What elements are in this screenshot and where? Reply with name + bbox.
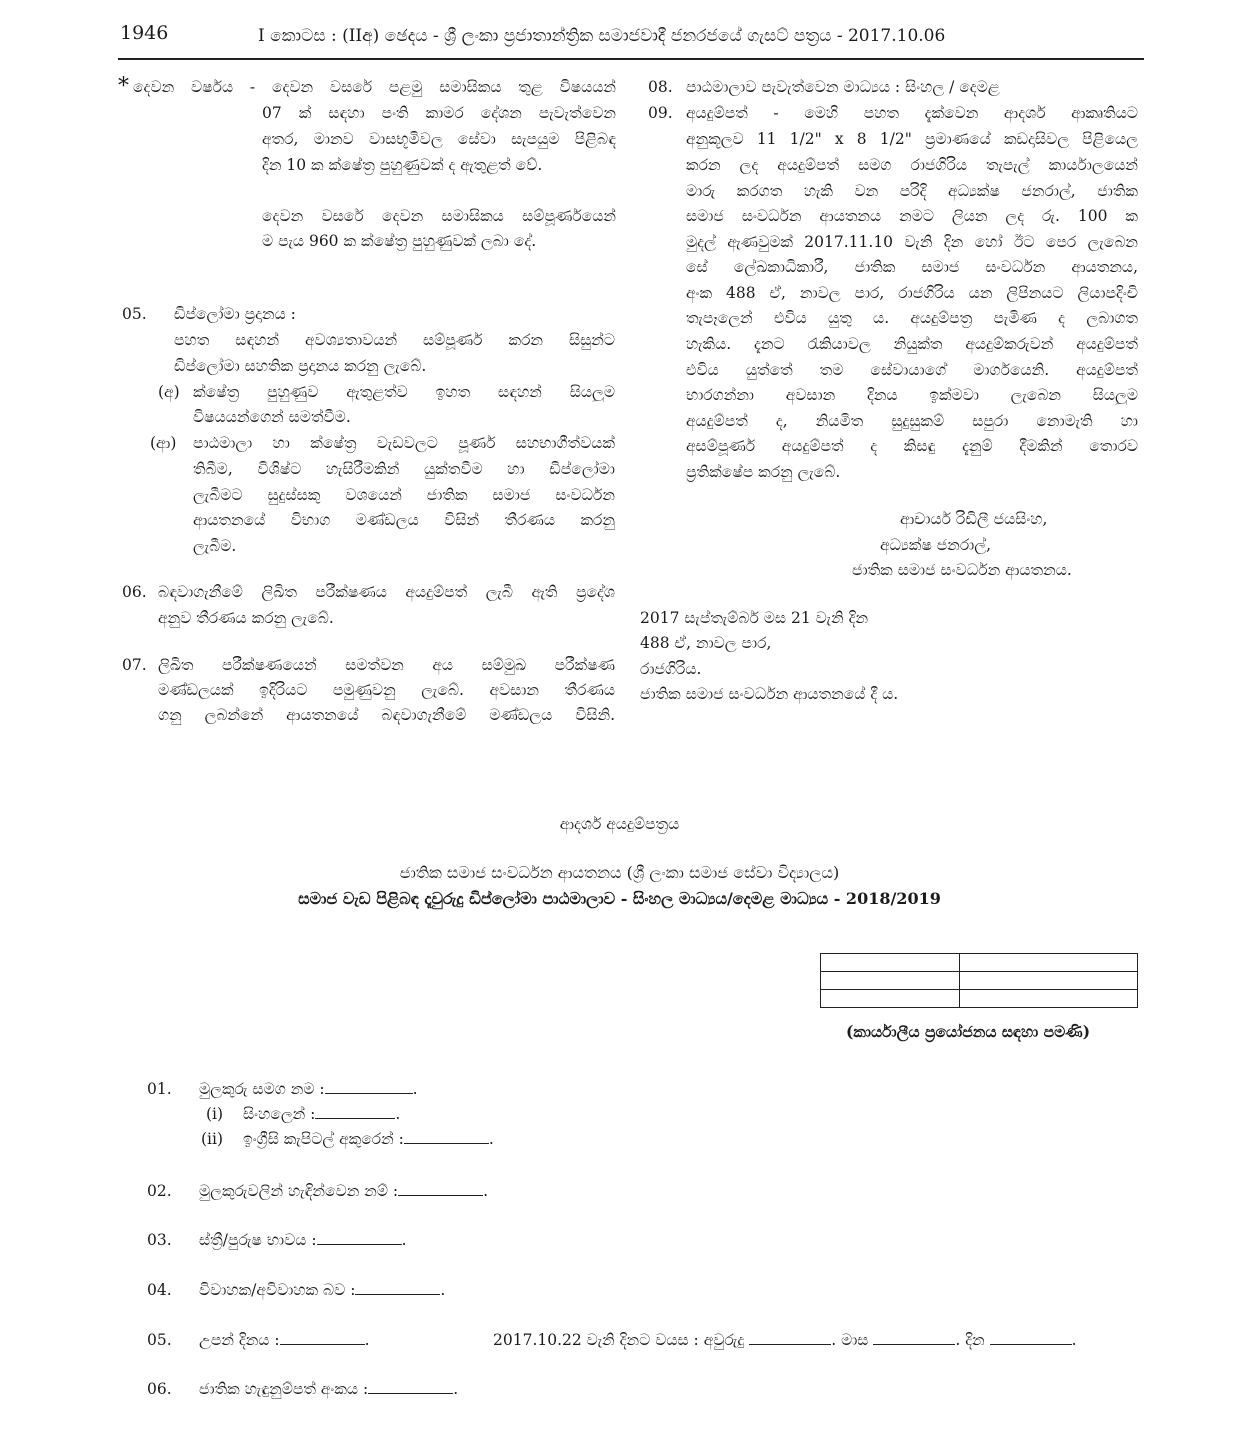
field-end-dot: .	[401, 1231, 407, 1249]
office-use-cell	[960, 972, 1138, 990]
field-gender	[199, 1231, 407, 1250]
field-label: ස්ත්‍රී/පුරුෂ භාවය :	[199, 1231, 317, 1249]
field-label: සිංහලෙන් :	[243, 1105, 316, 1123]
answer-blank[interactable]	[368, 1393, 453, 1394]
answer-blank[interactable]	[280, 1344, 365, 1345]
field-number: 02.	[147, 1182, 172, 1200]
item-line: ලිඛිත පරීක්ෂණයෙන් සමත්වන අය සම්මුඛ පරීක්ෂණ	[158, 656, 615, 674]
issuing-office: ජාතික සමාජ සංවර්ධන ආයතනයේ දී ය.	[640, 685, 899, 703]
office-use-note: (කාර්යාලීය ප්‍රයෝජනය සඳහා පමණි)	[846, 1022, 1091, 1041]
item-line: තිබීම, විශිෂ්ට හැසිරීමකින් යුක්තවීම හා ඩිප්ලෝමා	[193, 460, 615, 478]
field-number: 04.	[147, 1281, 172, 1299]
item-line: මාරු කරගත හැකි වන පරිදි අධ්‍යක්ෂ ජනරාල්, ජාතික	[686, 182, 1138, 200]
header-rule	[118, 58, 1144, 60]
field-label: 2017.10.22 වැනි දිනට වයස : අවුරුදු	[493, 1331, 745, 1349]
field-end-dot: .	[483, 1182, 489, 1200]
answer-blank[interactable]	[317, 1244, 402, 1245]
field-end-dot: .	[955, 1331, 961, 1349]
answer-blank[interactable]	[355, 1294, 440, 1295]
field-end-dot: .	[1071, 1331, 1077, 1349]
item-number: 05.	[122, 305, 147, 323]
item-line: ලැබීම.	[193, 537, 237, 555]
item-line: සමාජ සංවර්ධන ආයතනය නමට ලියන ලද රු. 100 ක	[686, 207, 1138, 225]
item-line: අංක 488 ඒ, නාවල පාර, රාජගිරිය යන ලිපිනයට ලියාපදිංචි	[686, 284, 1138, 302]
answer-blank-years[interactable]	[749, 1344, 831, 1345]
form-subheading: ජාතික සමාජ සංවර්ධන ආයතනය (ශ්‍රී ලංකා සමාජ සේවා විද්‍යාලය)	[399, 863, 840, 882]
item-line: සේ ලේඛකාධිකාරී, ජාතික සමාජ සංවර්ධන ආයතනය,	[686, 258, 1138, 276]
field-end-dot: .	[488, 1130, 494, 1148]
item-line: ආයතනයේ විභාග මණ්ඩලය විසින් තීරණය කරනු	[193, 511, 615, 529]
asterisk-marker: *	[118, 74, 129, 99]
field-label: මාස	[841, 1331, 869, 1349]
field-name-english-capitals	[243, 1130, 494, 1149]
field-label: මුලකුරුවලින් හැඳින්වෙන නම් :	[199, 1182, 399, 1200]
signatory-designation: අධ්‍යක්ෂ ජනරාල්,	[880, 536, 992, 554]
office-use-cell	[821, 990, 960, 1008]
field-label: උපන් දිනය :	[199, 1331, 280, 1349]
field-label: ඉංග්‍රීසි කැපිටල් අකුරෙන් :	[243, 1130, 404, 1148]
field-sub-label: (i)	[206, 1105, 224, 1123]
field-nic-number	[199, 1380, 458, 1399]
second-year-line: දෙවන වසරේ දෙවන සමාසිකය සම්පූර්ණයෙන්	[262, 207, 616, 225]
answer-blank[interactable]	[398, 1195, 483, 1196]
answer-blank[interactable]	[325, 1093, 413, 1094]
item-line: අනුව තීරණය කරනු ලැබේ.	[158, 609, 334, 627]
item-line: පහත සඳහන් අවශ්‍යතාවයන් සම්පූර්ණ කරන සිසුන්ට	[174, 331, 615, 349]
office-use-cell	[821, 972, 960, 990]
field-label: දින	[965, 1331, 985, 1349]
office-use-table	[820, 953, 1138, 1008]
signatory-name: ආචාර්ය රිඩිලී ජයසිංහ,	[900, 510, 1048, 528]
field-number: 05.	[147, 1331, 172, 1349]
field-names-by-initials	[199, 1182, 488, 1201]
item-line: හැකිය. දැනට රැකියාවල නියුක්ත අයදුම්කරුවන් අයදුම්පත්	[686, 335, 1138, 353]
sub-item-label: (අ)	[158, 383, 180, 401]
second-year-line: 07 ක් සඳහා පංති කාමර දේශන පැවැත්වෙන	[262, 104, 616, 122]
item-line: මුදල් ඇණවුමක් 2017.11.10 වැනි දින හෝ ඊට පෙර ලැබෙන	[686, 233, 1138, 251]
answer-blank-months[interactable]	[873, 1344, 955, 1345]
item-line: භාරගන්නා අවසාන දිනය ඉක්මවා ලැබෙන සියලුම	[686, 386, 1138, 404]
office-use-cell	[960, 954, 1138, 972]
item-line: ඩිප්ලෝමා සහතික ප්‍රදානය කරනු ලැබේ.	[174, 357, 427, 375]
second-year-line: අතර, මානව වාසභූමිවල සේවා සැපයුම පිළිබඳ	[262, 130, 616, 148]
item-title: ඩිප්ලෝමා ප්‍රදානය :	[174, 305, 296, 323]
field-label: විවාහක/අවිවාහක බව :	[199, 1281, 356, 1299]
office-use-cell	[960, 990, 1138, 1008]
field-name-sinhala	[243, 1105, 400, 1124]
form-subheading: සමාජ වැඩ පිළිබඳ දෑවුරුදු ඩිප්ලෝමා පාඨමාලාව - සිංහල මාධ්‍යය/දෙමළ මාධ්‍යය - 2018/2019	[298, 889, 941, 908]
item-line: ප්‍රතික්ෂේප කරනු ලැබේ.	[686, 463, 841, 481]
field-number: 06.	[147, 1380, 172, 1398]
item-line: පාඨමාලා හා ක්ෂේත්‍ර වැඩවලට පූර්ණ සහභාගීත්වයක්	[193, 434, 615, 452]
field-end-dot: .	[395, 1105, 401, 1123]
field-end-dot: .	[364, 1331, 370, 1349]
second-year-line: දින 10 ක ක්ෂේත්‍ර පුහුණුවක් ද ඇතුළත් වේ.	[262, 156, 543, 174]
sub-item-label: (ආ)	[150, 434, 177, 452]
item-line: අනුකූලව 11 1/2" x 8 1/2" ප්‍රමාණයේ කඩදාසිවල පිළියෙල	[686, 130, 1138, 148]
item-line: එවිය යුත්තේ තම සේවායාගේ මාර්ගයෙනි. අයදුම්පත්	[686, 361, 1138, 379]
item-line: පාඨමාලාව පැවැත්වෙන මාධ්‍යය : සිංහල / දෙමළ	[686, 78, 1000, 96]
item-line: අයදුම්පත් ද, නියමිත සුදුසුකම් සපුරා නොමැති හා	[686, 412, 1138, 430]
item-line: බඳවාගැනීමේ ලිඛිත පරීක්ෂණය අයදුම්පත් ලැබී ඇති ප්‍රදේශ	[158, 583, 615, 601]
office-use-cell	[821, 954, 960, 972]
form-heading: ආදර්ශ අයදුම්පත්‍රය	[559, 815, 680, 833]
signatory-institute: ජාතික සමාජ සංවර්ධන ආයතනය.	[852, 561, 1072, 579]
item-line: ක්ෂේත්‍ර පුහුණුව ඇතුළත්ව ඉහත සඳහන් සියලුම	[193, 383, 615, 401]
answer-blank-days[interactable]	[990, 1344, 1072, 1345]
field-end-dot: .	[831, 1331, 837, 1349]
field-age	[493, 1331, 1077, 1350]
field-name-with-initials	[199, 1080, 418, 1099]
item-number: 07.	[122, 656, 147, 674]
field-end-dot: .	[412, 1080, 418, 1098]
item-line: විෂයයන්ගෙන් සමත්වීම.	[193, 408, 351, 426]
answer-blank[interactable]	[404, 1143, 489, 1144]
second-year-line: දෙවන වර්ෂය - දෙවන වසරේ පළමු සමාසිකය තුළ විෂයයන්	[133, 78, 616, 96]
page-number: 1946	[120, 22, 169, 44]
item-line: ගනු ලබන්නේ ආයතනයේ බඳවාගැනීමේ මණ්ඩලය විසිනි.	[158, 706, 615, 724]
field-label: මුලකුරු සමග නම :	[199, 1080, 325, 1098]
item-line: අසම්පූර්ණ අයදුම්පත් ද කිසඳු දැනුම් දීමකින් තොරව	[686, 437, 1138, 455]
field-end-dot: .	[440, 1281, 446, 1299]
field-marital-status	[199, 1281, 445, 1300]
item-line: කරන ලද අයදුම්පත් සමග රාජගිරිය තැපැල් කාර්යාලයෙන්	[686, 156, 1138, 174]
second-year-line: ම පැය 960 ක ක්ෂේත්‍ර පුහුණුවක් ලබා දේ.	[262, 232, 537, 250]
address-line: රාජගිරිය.	[640, 660, 702, 678]
field-end-dot: .	[453, 1380, 459, 1398]
item-number: 06.	[122, 583, 147, 601]
item-line: තැපෑලෙන් එවිය යුතු ය. අයදුම්පත්‍ර පැමිණ ද ලබාගත	[686, 309, 1138, 327]
item-number: 08.	[648, 78, 673, 96]
address-line: 488 ඒ, නාවල පාර,	[640, 634, 772, 652]
answer-blank[interactable]	[315, 1118, 395, 1119]
field-number: 03.	[147, 1231, 172, 1249]
item-line: මණ්ඩලයක් ඉදිරියට පමුණුවනු ලැබේ. අවසාන තීරණය	[158, 681, 615, 699]
running-header: I කොටස : (IIඅ) ඡෙදය - ශ්‍රී ලංකා ප්‍රජාතාන්ත්‍රික සමාජවාදී ජනරජයේ ගැසට් පත්‍රය - 2017.10.06	[258, 26, 946, 46]
field-number: 01.	[147, 1080, 172, 1098]
field-date-of-birth	[199, 1331, 370, 1350]
item-line: අයදුම්පත් - මෙහි පහත දැක්වෙන ආදර්ශ ආකෘතියට	[686, 104, 1138, 122]
item-number: 09.	[648, 104, 673, 122]
issue-date: 2017 සැප්තැම්බර් මස 21 වැනි දින	[640, 609, 869, 627]
field-sub-label: (ii)	[201, 1130, 224, 1148]
field-label: ජාතික හැඳුනුම්පත් අංකය :	[199, 1380, 369, 1398]
item-line: ලැබීමට සුදුස්සකු වශයෙන් ජාතික සමාජ සංවර්ධන	[193, 486, 615, 504]
